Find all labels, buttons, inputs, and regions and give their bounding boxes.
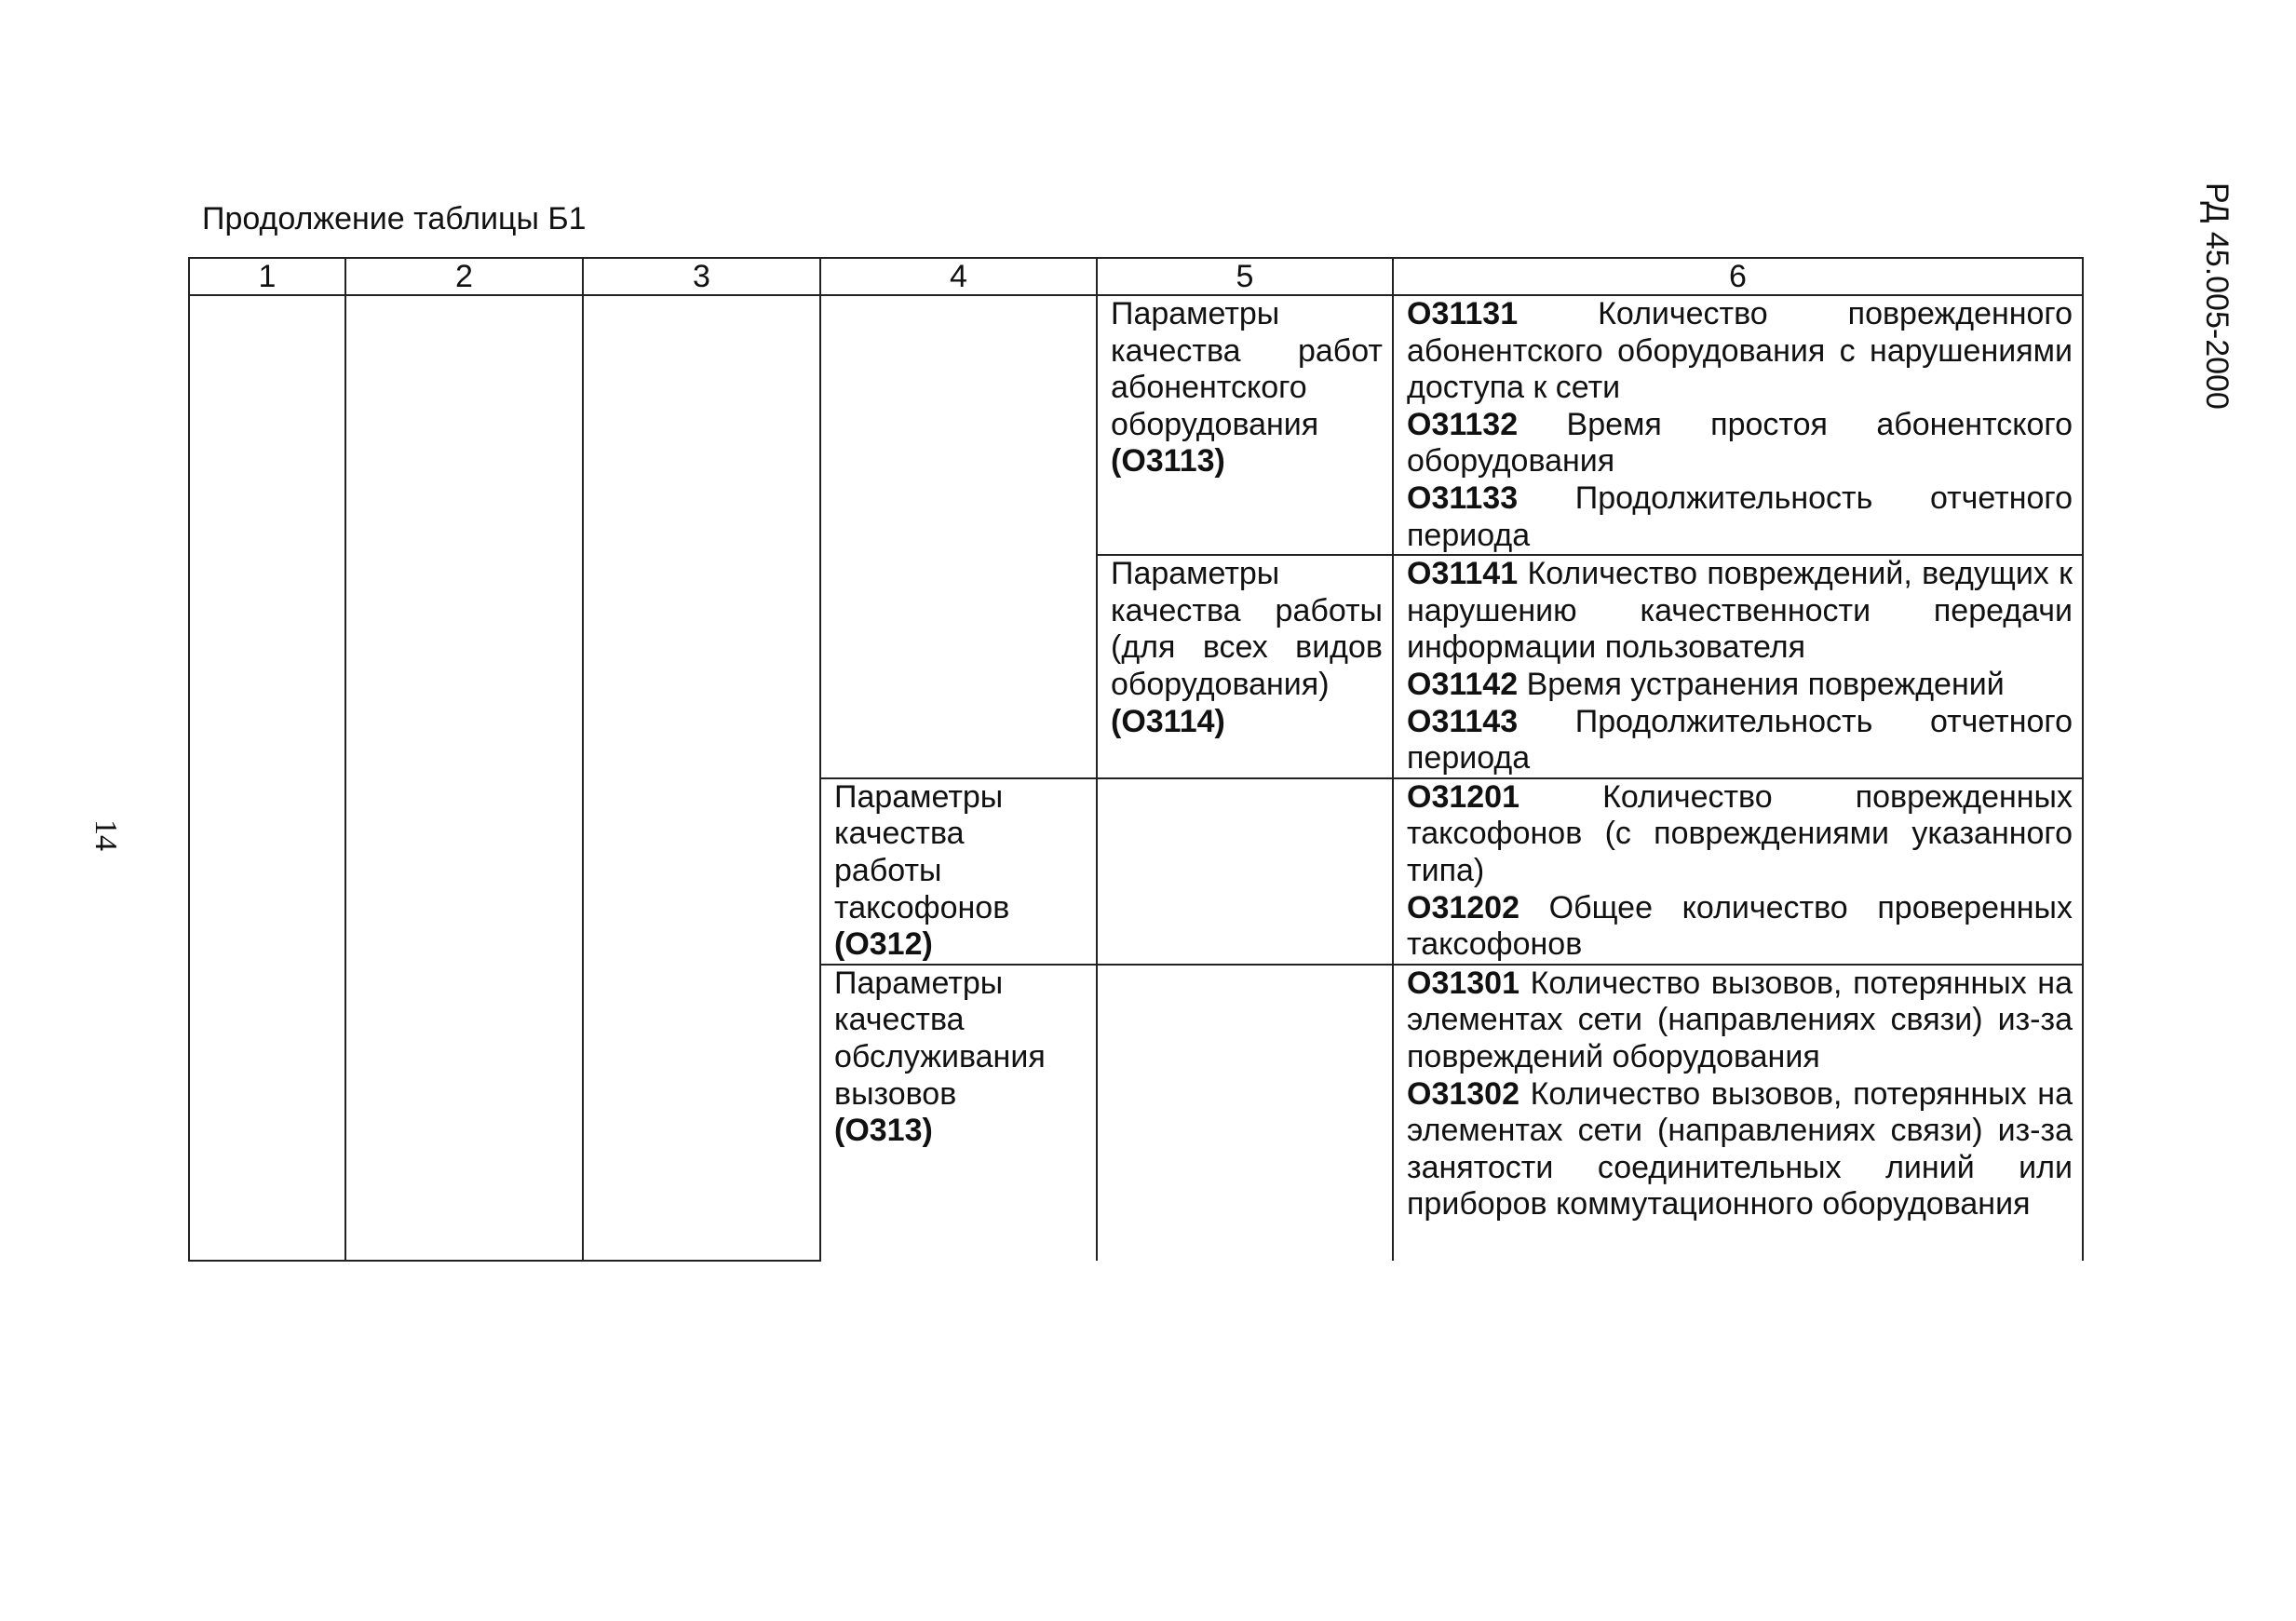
indicator-text: Количество поврежденного абонентского оборудования с нарушениями доступа к сети xyxy=(1407,296,2073,406)
indicator-text: Количество поврежденных таксофонов (с повреждениями указанного типа) xyxy=(1407,778,2073,888)
group-label-cell xyxy=(820,778,1097,965)
indicator-text: Время устранения повреждений xyxy=(1526,666,2005,702)
indicator-item xyxy=(1407,890,2073,964)
indicator-item xyxy=(1407,480,2073,554)
group-label-cell xyxy=(1097,295,1393,555)
indicator-item xyxy=(1407,667,2073,704)
group-label-cell xyxy=(820,965,1097,1261)
indicator-text: Общее количество проверенных таксофонов xyxy=(1407,889,2073,963)
column-header: 1 xyxy=(189,258,345,295)
table-cell-col5 xyxy=(1097,965,1393,1261)
indicator-code: О31302 xyxy=(1407,1075,1519,1112)
indicator-code: О31202 xyxy=(1407,889,1519,925)
indicator-cell xyxy=(1393,295,2083,555)
table-cell-col1 xyxy=(189,295,345,1261)
column-header: 6 xyxy=(1393,258,2083,295)
table-cell-col5 xyxy=(1097,778,1393,965)
indicator-cell xyxy=(1393,965,2083,1261)
data-table xyxy=(188,257,2084,1262)
group-code: (О3114) xyxy=(1111,703,1225,739)
indicator-cell xyxy=(1393,555,2083,778)
group-label: Параметры качества работы (для всех видов оборудования) xyxy=(1111,556,1383,702)
indicator-code: О31143 xyxy=(1407,703,1519,739)
indicator-code: О31132 xyxy=(1407,406,1519,442)
group-label: Параметры качества обслуживания вызовов xyxy=(834,965,1046,1112)
indicator-item xyxy=(1407,556,2073,667)
table-header-row xyxy=(189,258,2083,295)
group-code: (О313) xyxy=(834,1113,933,1149)
group-code: (О312) xyxy=(834,926,933,963)
table-row xyxy=(189,295,2083,555)
table-cell-col4 xyxy=(820,295,1097,778)
group-label-cell xyxy=(1097,555,1393,778)
indicator-code: О31201 xyxy=(1407,778,1519,815)
group-label: Параметры качества работ абонентского оборудования xyxy=(1111,296,1383,442)
indicator-code: О31301 xyxy=(1407,965,1519,1001)
indicator-item xyxy=(1407,779,2073,890)
indicator-text: Количество вызовов, потерянных на элементах сети (направлениях связи) из-за повреждений оборудования xyxy=(1407,965,2073,1074)
indicator-code: О31142 xyxy=(1407,666,1519,702)
indicator-text: Количество повреждений, ведущих к нарушению качественности передачи информации пользователя xyxy=(1407,556,2073,666)
indicator-item xyxy=(1407,407,2073,480)
indicator-item xyxy=(1407,1076,2073,1223)
table-cell-col2 xyxy=(345,295,583,1261)
indicator-item xyxy=(1407,966,2073,1076)
table-cell-col3 xyxy=(583,295,820,1261)
indicator-item xyxy=(1407,296,2073,407)
indicator-text: Количество вызовов, потерянных на элементах сети (направлениях связи) из-за занятости соединительных линий или приборов коммутационного оборудования xyxy=(1407,1075,2073,1223)
indicator-code: О31141 xyxy=(1407,556,1519,592)
indicator-text: Время простоя абонентского оборудования xyxy=(1407,406,2073,480)
column-header: 5 xyxy=(1097,258,1393,295)
page-number: 14 xyxy=(88,819,123,851)
group-label: Параметры качества работы таксофонов xyxy=(834,778,1010,925)
indicator-code: О31131 xyxy=(1407,296,1519,331)
column-header: 4 xyxy=(820,258,1097,295)
indicator-code: О31133 xyxy=(1407,480,1519,516)
group-code: (О3113) xyxy=(1111,443,1225,480)
column-header: 2 xyxy=(345,258,583,295)
table-caption: Продолжение таблицы Б1 xyxy=(202,201,587,236)
document-code: РД 45.005-2000 xyxy=(2199,182,2235,410)
indicator-item xyxy=(1407,704,2073,777)
indicator-text: Продолжительность отчетного периода xyxy=(1407,480,2073,553)
indicator-text: Продолжительность отчетного периода xyxy=(1407,703,2073,777)
column-header: 3 xyxy=(583,258,820,295)
indicator-cell xyxy=(1393,778,2083,965)
